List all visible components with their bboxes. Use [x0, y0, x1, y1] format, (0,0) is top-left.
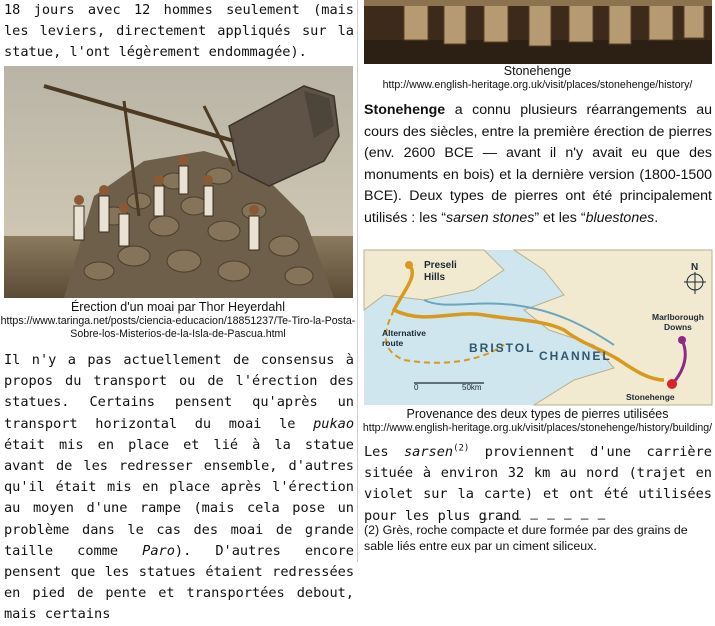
- stonehenge-term: Stonehenge: [364, 102, 446, 118]
- pukao-term: pukao: [313, 415, 354, 432]
- intro-paragraph: 18 jours avec 12 hommes seulement (mais les leviers, directement appliqués sur la statue, l'ont légèrement endommagée).: [4, 2, 354, 61]
- consensus-text-2: était mis en place et lié à la statue avant de les redresser ensemble, d'autres qu'il était mis en place après l'érection au moyen d'une rampe (mais cela pose un problème dans le cas des moai de grande taille comme: [4, 436, 354, 559]
- moai-caption-source-link[interactable]: https://www.taringa.net/posts/ciencia-educacion/18851237/Te-Tiro-la-Posta-Sobre-los-Misterios-de-la-Isla-de-Pascua.html: [0, 315, 356, 340]
- consensus-text-3: ). D'autres encore pensent que les statues étaient redressées en pied de pente et transportées debout, mais certains: [4, 542, 354, 623]
- label-marlborough: Marlborough: [652, 312, 704, 322]
- stonehenge-photo: [364, 0, 712, 64]
- label-scale-50: 50km: [462, 383, 482, 392]
- stonehenge-caption-source-link[interactable]: http://www.english-heritage.org.uk/visit/places/stonehenge/history/: [382, 79, 693, 91]
- sarsen-text-2: proviennent d'une carrière située à environ 32 km au nord (trajet en violet sur la carte) et ont été utilisées pour les plus grand: [364, 444, 712, 524]
- label-preseli: Preseli: [424, 260, 457, 271]
- map-caption: [360, 407, 715, 435]
- bluestones-term: bluestones: [585, 209, 655, 226]
- label-stonehenge: Stonehenge: [626, 392, 675, 402]
- consensus-text-1: Il n'y a pas actuellement de consensus à propos du transport ou de l'érection des statues. Certains pensent qu'après un transport horizontal du moai le: [4, 352, 354, 432]
- column-divider: [357, 0, 358, 562]
- sarsen-text-1: Les: [364, 444, 404, 460]
- moai-photo-caption: [0, 300, 356, 341]
- stone-provenance-map: [364, 250, 712, 405]
- stonehenge-photo-caption: [360, 64, 715, 92]
- label-bristol: BRISTOL: [469, 341, 536, 355]
- map-caption-title: Provenance des deux types de pierres utilisées: [406, 407, 669, 421]
- paro-term: Paro: [142, 542, 175, 559]
- sarsen-stones-term: sarsen stones: [446, 209, 535, 226]
- stonehenge-text-3: .: [654, 209, 659, 226]
- label-hills: Hills: [424, 272, 446, 283]
- stonehenge-marker: [667, 379, 677, 389]
- footnote-text: (2) Grès, roche compacte et dure formée par des grains de sable liés entre eux par un ciment siliceux.: [364, 523, 688, 553]
- label-alternative: Alternative: [382, 328, 426, 338]
- sarsen-term: sarsen: [403, 444, 454, 460]
- moai-erection-photo: [4, 66, 353, 298]
- label-north: N: [691, 262, 699, 273]
- preseli-marker: [405, 261, 413, 269]
- label-route: route: [382, 338, 404, 348]
- stonehenge-text-1: a connu plusieurs réarrangements au cours des siècles, entre la première érection de pierres (env. 2600 BCE — avant il n'y avait eu que des monuments en bois) et la dernière version (1800-1500 BCE). Deux types de pierres ont été principalement utilisés : les “: [364, 102, 712, 226]
- label-downs: Downs: [664, 322, 692, 332]
- footnote-separator: _ _ _ _ _ _ _ _: [480, 505, 609, 520]
- map-caption-source-link[interactable]: http://www.english-heritage.org.uk/visit/places/stonehenge/history/building/: [362, 422, 713, 434]
- stonehenge-text-2: ” et les “: [534, 209, 586, 226]
- stonehenge-paragraph: [364, 100, 712, 230]
- moai-caption-title: Érection d'un moai par Thor Heyerdahl: [70, 300, 286, 314]
- label-channel: CHANNEL: [539, 349, 612, 363]
- footnote-ref: (2): [453, 443, 470, 454]
- stonehenge-caption-title: Stonehenge: [503, 64, 572, 78]
- consensus-paragraph: [4, 350, 354, 626]
- label-scale-0: 0: [414, 383, 419, 392]
- marlborough-marker: [678, 336, 686, 344]
